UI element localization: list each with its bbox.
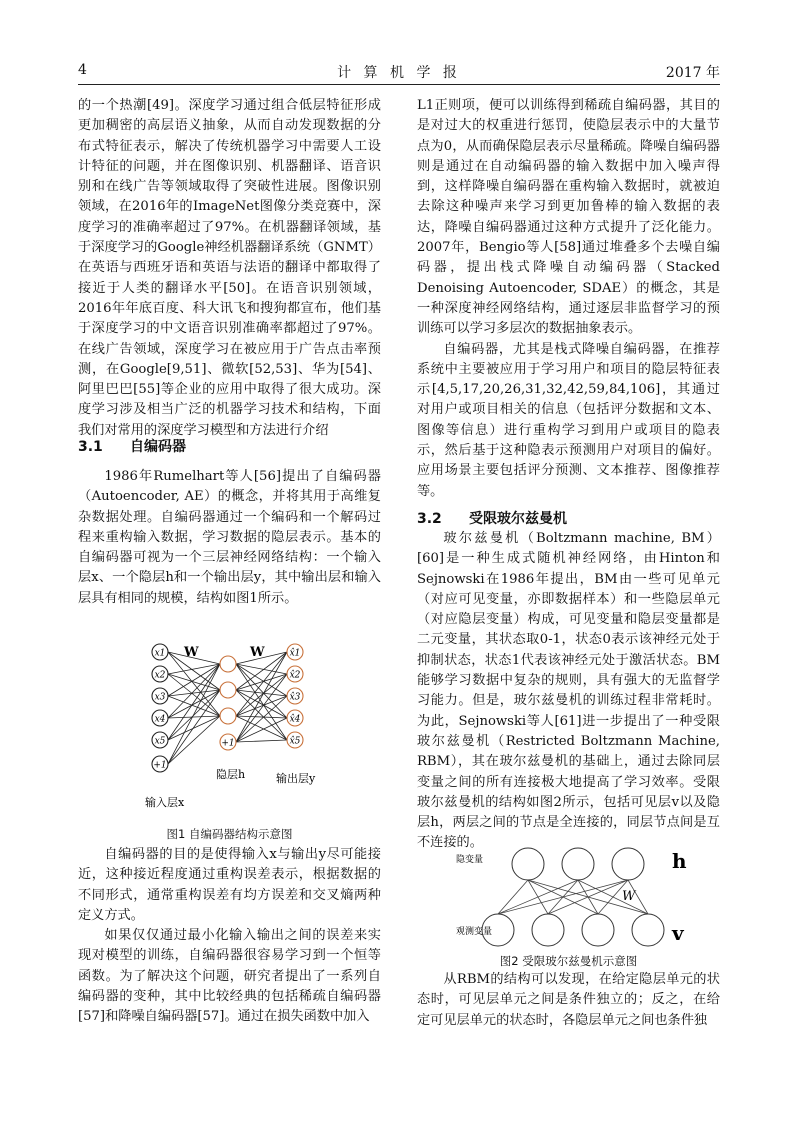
paragraph: 的一个热潮[49]。深度学习通过组合低层特征形成更加稠密的高层语义抽象，从而自动发现数据的分布式特征表示，解决了传统机器学习中需要人工设计特征的问题，并在图像识别、机器翻译、语音识别和在线广告等领域取得了突破性进展。图像识别领域，在2016年的ImageNet图像分类竞赛中，深度学习的准确率超过了97%。在机器翻译领域，基于深度学习的Google神经机器翻译系统（GNMT）在英语与西班牙语和英语与法语的翻译中都取得了接近于人类的翻译水平[50]。在语音识别领域，2016年年底百度、科大讯飞和搜狗都宣布，他们基于深度学习的中文语音识别准确率都超过了97%。在线广告领域，深度学习在被应用于广告点击率预测，在Google[9,51]、微软[52,53]、华为[54]、阿里巴巴[55]等企业的应用中取得了很大成功。深度学习涉及相当广泛的机器学习技术和结构，下面我们对常用的深度学习模型和方法进行介绍	[78, 98, 381, 438]
visible-layer-symbol: v	[672, 921, 684, 945]
paragraph: 1986年Rumelhart等人[56]提出了自编码器（Autoencoder, AE）的概念，并将其用于高维复杂数据处理。自编码器通过一个编码和一个解码过程来重构输入数据，学习数据的隐层表示。基本的自编码器可视为一个三层神经网络结构：一个输入层x、一个隐层h和一个输出层y，其中输出层和输入层具有相同的规模，结构如图1所示。	[78, 469, 381, 606]
edge	[168, 690, 220, 740]
visible-variable-label: 观测变量	[456, 927, 493, 937]
input-node-label: x2	[154, 670, 166, 681]
paragraph: L1正则项，便可以训练得到稀疏自编码器，其目的是对过大的权重进行惩罚，使隐层表示中的大量节点为0，从而确保隐层表示尽量稀疏。降噪自编码器则是通过在自动编码器的输入数据中加入噪声得到，这样降噪自编码器在重构输入数据时，就被迫去除这种噪声来学习到更加鲁棒的输入数据的表达，降噪自编码器通过这种方式提升了泛化能力。2007年，Bengio等人[58]通过堆叠多个去噪自编码器，提出栈式降噪自动编码器（Stacked Denoising Autoencoder, SDAE）的概念，其是一种深度神经网络结构，通过逐层非监督学习的预训练可以学习多层次的数据抽象表示。	[417, 98, 720, 337]
visible-unit	[582, 914, 614, 946]
edge	[236, 740, 287, 742]
edge	[236, 718, 287, 742]
paragraph: 从RBM的结构可以发现，在给定隐层单元的状态时，可见层单元之间是条件独立的；反之，在给定可见层单元的状态时，各隐层单元之间也条件独	[417, 972, 720, 1028]
hidden-bias-node-label: +1	[221, 738, 235, 749]
journal-name: 计 算 机 学 报	[337, 65, 461, 81]
hidden-node	[220, 708, 236, 724]
edge	[168, 716, 220, 718]
left-column-block-3	[78, 845, 381, 1028]
edge	[168, 716, 220, 764]
left-column	[78, 96, 381, 441]
output-node-label: x̂3	[289, 692, 301, 703]
input-node-label: +1	[153, 760, 167, 771]
input-layer-label: 输入层x	[145, 796, 185, 809]
edge	[236, 716, 287, 718]
hidden-layer-label: 隐层h	[216, 768, 246, 781]
visible-unit	[632, 914, 664, 946]
hidden-layer-symbol: h	[672, 849, 687, 873]
section-title: 自编码器	[130, 439, 186, 455]
input-node-label: x3	[154, 692, 166, 703]
journal-year: 2017 年	[665, 65, 720, 81]
visible-unit	[532, 914, 564, 946]
weight-label-right: W	[250, 645, 265, 660]
figure-2-rbm	[448, 842, 698, 952]
input-node-label: x5	[154, 736, 166, 747]
paragraph: 玻尔兹曼机（Boltzmann machine, BM）[60]是一种生成式随机神经网络，由Hinton和Sejnowski在1986年提出，BM由一些可见单元（对应可见变量，亦即数据样本）和一些隐层单元（对应隐层变量）构成，可见变量和隐层变量都是二元变量，其状态取0-1，状态0表示该神经元处于抑制状态，状态1代表该神经元处于激活状态。BM能够学习数据中复杂的规则，具有强大的无监督学习能力。但是，玻尔兹曼机的训练过程非常耗时。为此，Sejnowski等人[61]进一步提出了一种受限玻尔兹曼机（Restricted Boltzmann Machine, RBM），其在玻尔兹曼机的基础上，通过去除同层变量之间的所有连接极大地提高了学习效率。受限玻尔兹曼机的结构如图2所示，包括可见层v以及隐层h，两层之间的节点是全连接的，同层节点间是互不连接的。	[417, 531, 720, 851]
right-column-block-3	[417, 970, 720, 1031]
edge	[236, 674, 287, 690]
output-node-label: x̂2	[289, 670, 301, 681]
header-rule	[78, 84, 720, 85]
hidden-unit	[562, 848, 594, 880]
edge	[168, 664, 220, 740]
right-column	[417, 96, 720, 502]
section-number: 3.1	[78, 439, 103, 455]
paragraph: 自编码器的目的是使得输入x与输出y尽可能接近，这种接近程度通过重构误差表示，根据数据的不同形式，通常重构误差有均方误差和交叉熵两种定义方式。	[78, 847, 381, 923]
hidden-node	[220, 682, 236, 698]
page-number: 4	[78, 62, 87, 78]
left-column-block-2	[78, 467, 381, 609]
figure-2-caption: 图2 受限玻尔兹曼机示意图	[499, 954, 638, 968]
right-column-block-2	[417, 529, 720, 854]
figure-1-autoencoder	[140, 640, 340, 810]
input-node-label: x4	[154, 714, 166, 725]
paragraph: 自编码器，尤其是栈式降噪自编码器，在推荐系统中主要被应用于学习用户和项目的隐层特征表示[4,5,17,20,26,31,32,42,59,84,106]，其通过对用户或项目相关的信息（包括评分数据和文本、图像等信息）进行重构学习到用户或项目的隐表示，然后基于这种隐表示预测用户对项目的偏好。应用场景主要包括评分预测、文本推荐、图像推荐等。	[417, 341, 720, 499]
output-node-label: x̂1	[289, 648, 301, 659]
paragraph: 如果仅仅通过最小化输入输出之间的误差来实现对模型的训练，自编码器很容易学习到一个恒等函数。为了解决这个问题，研究者提出了一系列自编码器的变种，其中比较经典的包括稀疏自编码器[57]和降噪自编码器[57]。通过在损失函数中加入	[78, 928, 381, 1025]
hidden-unit	[512, 848, 544, 880]
edge	[498, 880, 628, 914]
hidden-unit	[612, 848, 644, 880]
hidden-node	[220, 656, 236, 672]
edge	[498, 880, 528, 914]
section-3-2-heading	[417, 508, 567, 528]
section-3-1-heading	[78, 436, 186, 456]
hidden-variable-label: 隐变量	[456, 855, 484, 865]
output-layer-label: 输出层y	[276, 772, 316, 785]
section-title: 受限玻尔兹曼机	[469, 511, 567, 527]
page-header	[78, 62, 720, 82]
figure-1-caption: 图1 自编码器结构示意图	[166, 827, 293, 841]
section-number: 3.2	[417, 511, 442, 527]
edge	[168, 674, 220, 690]
weight-label: W	[622, 889, 636, 904]
weight-label-left: W	[184, 645, 199, 660]
edge	[236, 696, 287, 742]
edge	[168, 690, 220, 764]
edge	[236, 690, 287, 718]
output-node-label: x̂5	[289, 736, 301, 747]
output-node-label: x̂4	[289, 714, 301, 725]
input-node-label: x1	[154, 648, 166, 659]
